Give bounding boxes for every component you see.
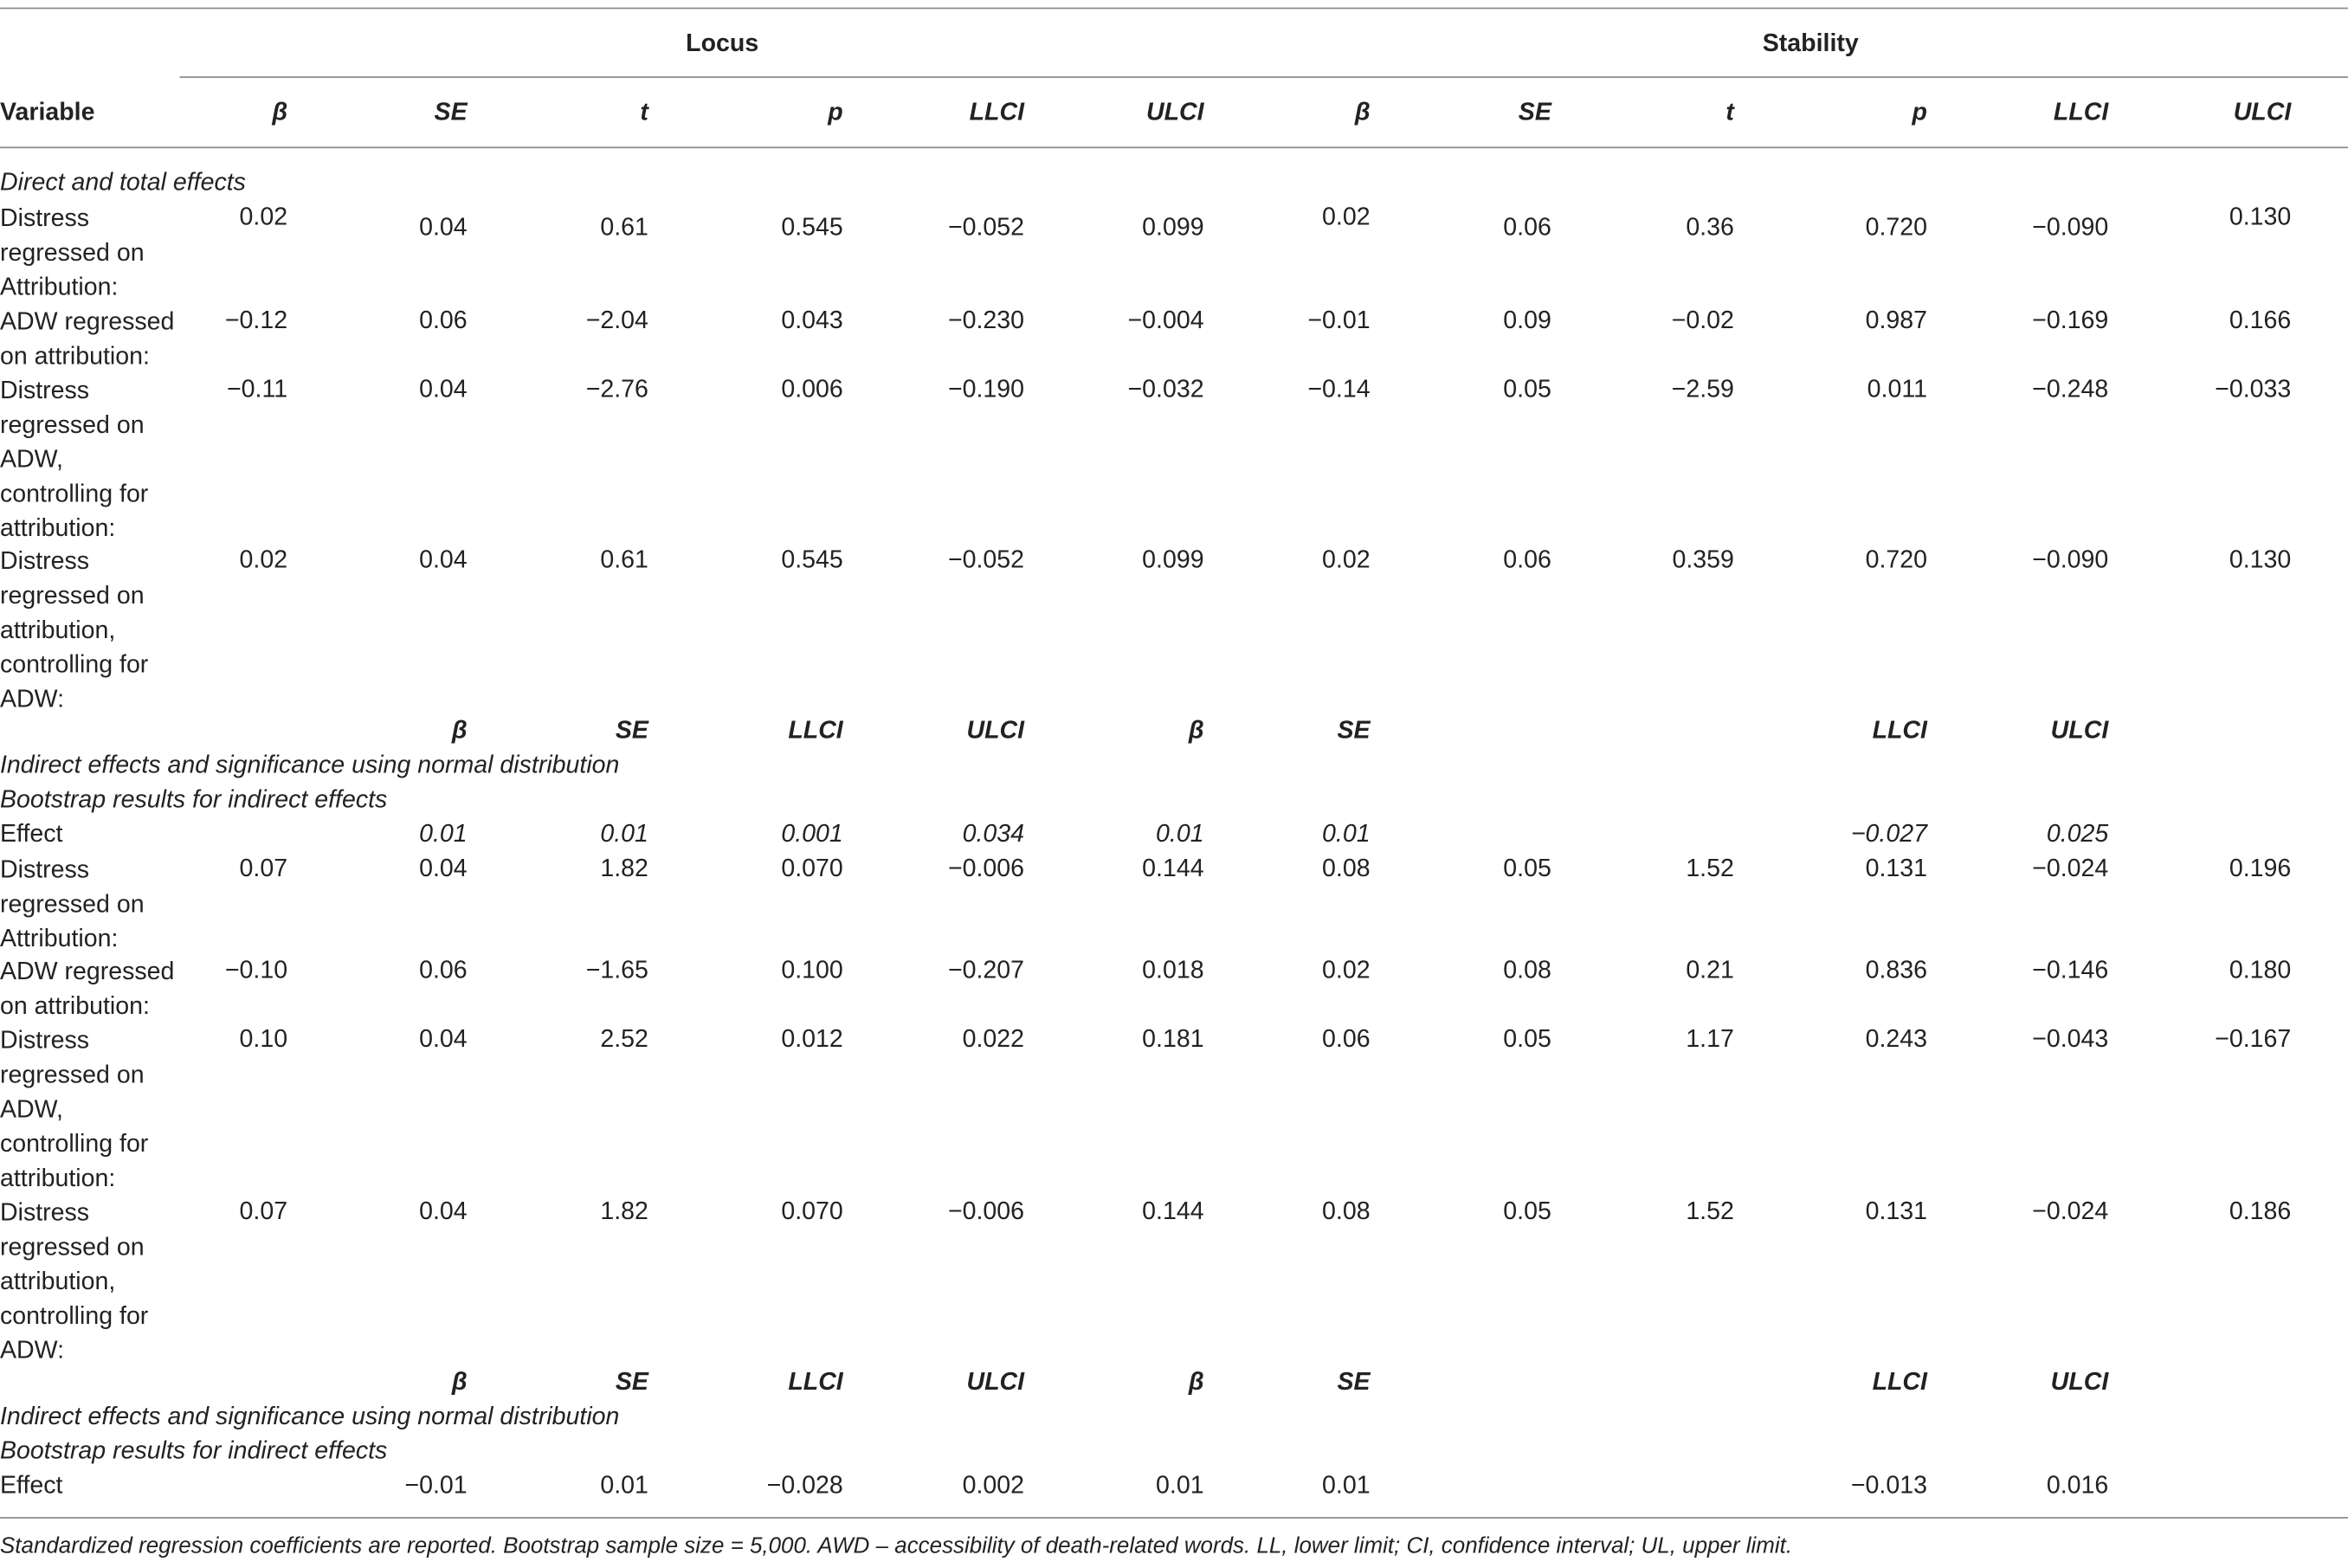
- row-label-line: on attribution:: [0, 343, 150, 371]
- row-label-line: Distress: [0, 1027, 90, 1055]
- cell-value: −0.090: [2032, 214, 2109, 242]
- cell-value: 0.09: [1503, 307, 1551, 334]
- effect-value: −0.028: [766, 1472, 843, 1500]
- cell-value: 0.08: [1322, 1197, 1371, 1225]
- col-header: t: [1726, 99, 1734, 126]
- cell-value: 0.018: [1142, 957, 1204, 984]
- cell-value: 0.043: [781, 307, 843, 334]
- effect-value: 0.001: [781, 820, 843, 848]
- cell-value: −0.12: [224, 307, 288, 334]
- group-header-rule: [180, 76, 2348, 78]
- cell-value: −0.169: [2032, 307, 2109, 334]
- row-label-line: controlling for: [0, 1302, 149, 1330]
- cell-value: 0.04: [419, 376, 468, 403]
- indirect-col-header: SE: [615, 1368, 648, 1396]
- cell-value: −0.024: [2032, 855, 2109, 882]
- cell-value: 0.08: [1503, 957, 1551, 984]
- indirect-col-header: ULCI: [966, 717, 1025, 745]
- col-header: ULCI: [2233, 99, 2292, 126]
- top-rule: [0, 8, 2348, 10]
- row-label-line: Distress: [0, 204, 90, 233]
- section1-indirect-title: Indirect effects and significance using normal distribution: [0, 752, 620, 779]
- cell-value: 0.06: [1503, 546, 1551, 574]
- cell-value: 0.720: [1865, 546, 1927, 574]
- row-label-line: Distress: [0, 856, 90, 884]
- col-header-variable: Variable: [0, 99, 95, 126]
- col-header: β: [272, 99, 288, 126]
- cell-value: −0.146: [2032, 957, 2109, 984]
- cell-value: 0.05: [1503, 1025, 1551, 1053]
- row-label-line: ADW,: [0, 1096, 63, 1124]
- section1-bootstrap-title: Bootstrap results for indirect effects: [0, 786, 388, 814]
- row-label-line: controlling for: [0, 1130, 149, 1158]
- indirect-col-header: β: [1188, 1368, 1204, 1396]
- cell-value: −0.01: [1307, 307, 1371, 334]
- cell-value: 0.130: [2229, 546, 2292, 574]
- effect-value: −0.013: [1850, 1472, 1927, 1500]
- cell-value: −2.04: [585, 307, 648, 334]
- cell-value: 0.006: [781, 376, 843, 403]
- cell-value: 0.130: [2229, 203, 2292, 231]
- cell-value: 0.144: [1142, 855, 1204, 882]
- cell-value: 0.05: [1503, 376, 1551, 403]
- cell-value: 0.07: [239, 1197, 288, 1225]
- cell-value: −0.032: [1127, 376, 1204, 403]
- group-header-stability: Stability: [1762, 29, 1859, 57]
- indirect-col-header: LLCI: [788, 1368, 843, 1396]
- group-header-locus: Locus: [686, 29, 759, 57]
- col-header: ULCI: [1146, 99, 1204, 126]
- row-label-line: regressed on: [0, 582, 145, 610]
- row-label-line: ADW:: [0, 686, 64, 713]
- effect-value: 0.01: [419, 820, 468, 848]
- cell-value: −0.024: [2032, 1197, 2109, 1225]
- cell-value: −0.167: [2215, 1025, 2292, 1053]
- indirect-col-header: β: [1188, 717, 1204, 745]
- cell-value: 0.166: [2229, 307, 2292, 334]
- row-label-line: attribution,: [0, 1268, 116, 1296]
- section-title-direct: Direct and total effects: [0, 169, 246, 197]
- col-header: t: [640, 99, 648, 126]
- cell-value: 0.186: [2229, 1197, 2292, 1225]
- bottom-rule: [0, 1517, 2348, 1519]
- cell-value: −0.006: [947, 1197, 1025, 1225]
- cell-value: −0.052: [947, 214, 1025, 242]
- row-label-line: Distress: [0, 377, 90, 404]
- cell-value: 0.144: [1142, 1197, 1204, 1225]
- row-label-line: ADW regressed: [0, 308, 175, 336]
- indirect-col-header: SE: [615, 717, 648, 745]
- col-header: SE: [434, 99, 468, 126]
- cell-value: 0.02: [239, 546, 288, 574]
- indirect-col-header: ULCI: [966, 1368, 1025, 1396]
- row-label-line: regressed on: [0, 1234, 145, 1261]
- section1-effect-label: Effect: [0, 820, 63, 848]
- section2-bootstrap-title: Bootstrap results for indirect effects: [0, 1437, 388, 1465]
- row-label-line: ADW:: [0, 1337, 64, 1365]
- row-label-line: regressed on: [0, 891, 145, 919]
- cell-value: 1.82: [600, 1197, 648, 1225]
- cell-value: −0.043: [2032, 1025, 2109, 1053]
- row-label-line: regressed on: [0, 239, 145, 267]
- cell-value: 0.545: [781, 214, 843, 242]
- cell-value: −0.033: [2215, 376, 2292, 403]
- cell-value: 1.52: [1686, 855, 1734, 882]
- cell-value: 0.011: [1867, 376, 1927, 403]
- cell-value: 0.100: [781, 957, 843, 984]
- col-header: SE: [1518, 99, 1551, 126]
- row-label-line: attribution,: [0, 616, 116, 644]
- cell-value: 0.06: [419, 957, 468, 984]
- cell-value: −0.02: [1671, 307, 1734, 334]
- cell-value: 0.61: [600, 214, 648, 242]
- cell-value: −2.59: [1671, 376, 1734, 403]
- cell-value: −0.230: [947, 307, 1025, 334]
- cell-value: −0.190: [947, 376, 1025, 403]
- indirect-col-header: β: [451, 1368, 468, 1396]
- cell-value: 0.545: [781, 546, 843, 574]
- cell-value: 0.180: [2229, 957, 2292, 984]
- indirect-col-header: SE: [1337, 1368, 1371, 1396]
- indirect-col-header: ULCI: [2050, 1368, 2109, 1396]
- cell-value: −0.248: [2032, 376, 2109, 403]
- cell-value: 0.02: [239, 203, 288, 231]
- cell-value: −0.006: [947, 855, 1025, 882]
- section2-indirect-title: Indirect effects and significance using normal distribution: [0, 1403, 620, 1430]
- effect-value: 0.01: [1156, 1472, 1204, 1500]
- effect-value: 0.034: [962, 820, 1025, 848]
- indirect-col-header: ULCI: [2050, 717, 2109, 745]
- table-footnote: Standardized regression coefficients are reported. Bootstrap sample size = 5,000. AWD – accessibility of death-related words. LL, lower limit; CI, confidence interval; UL, upper limit.: [0, 1533, 1793, 1559]
- cell-value: −0.14: [1307, 376, 1371, 403]
- cell-value: 0.61: [600, 546, 648, 574]
- cell-value: 0.10: [239, 1025, 288, 1053]
- cell-value: 0.04: [419, 1197, 468, 1225]
- col-header: p: [828, 99, 843, 126]
- indirect-col-header: SE: [1337, 717, 1371, 745]
- row-label-line: attribution:: [0, 1165, 116, 1192]
- effect-value: 0.002: [962, 1472, 1025, 1500]
- cell-value: −0.207: [947, 957, 1025, 984]
- cell-value: 0.099: [1142, 546, 1204, 574]
- row-label-line: regressed on: [0, 1061, 145, 1089]
- indirect-col-header: LLCI: [1872, 1368, 1927, 1396]
- cell-value: 1.52: [1686, 1197, 1734, 1225]
- row-label-line: regressed on: [0, 411, 145, 439]
- header-rule: [0, 147, 2348, 149]
- row-label-line: on attribution:: [0, 992, 150, 1020]
- cell-value: 0.04: [419, 214, 468, 242]
- cell-value: 0.987: [1865, 307, 1927, 334]
- section2-effect-label: Effect: [0, 1472, 63, 1500]
- cell-value: 0.06: [1322, 1025, 1371, 1053]
- cell-value: 0.720: [1865, 214, 1927, 242]
- row-label-line: controlling for: [0, 651, 149, 679]
- cell-value: −0.004: [1127, 307, 1204, 334]
- cell-value: 0.022: [962, 1025, 1025, 1053]
- row-label-line: Distress: [0, 1199, 90, 1227]
- cell-value: 0.21: [1686, 957, 1734, 984]
- cell-value: 0.070: [781, 1197, 843, 1225]
- col-header: p: [1912, 99, 1927, 126]
- indirect-col-header: LLCI: [788, 717, 843, 745]
- indirect-col-header: β: [451, 717, 468, 745]
- col-header: β: [1354, 99, 1371, 126]
- cell-value: 0.08: [1322, 855, 1371, 882]
- cell-value: 0.099: [1142, 214, 1204, 242]
- col-header: LLCI: [969, 99, 1025, 126]
- cell-value: 0.070: [781, 855, 843, 882]
- cell-value: 0.196: [2229, 855, 2292, 882]
- indirect-col-header: LLCI: [1872, 717, 1927, 745]
- effect-value: −0.01: [404, 1472, 468, 1500]
- cell-value: 2.52: [600, 1025, 648, 1053]
- row-label-line: Attribution:: [0, 274, 119, 301]
- effect-value: 0.01: [600, 820, 648, 848]
- cell-value: 1.82: [600, 855, 648, 882]
- cell-value: 0.131: [1865, 855, 1927, 882]
- cell-value: 0.02: [1322, 546, 1371, 574]
- effect-value: −0.027: [1850, 820, 1927, 848]
- row-label-line: Distress: [0, 548, 90, 576]
- effect-value: 0.01: [600, 1472, 648, 1500]
- cell-value: 0.02: [1322, 957, 1371, 984]
- cell-value: −0.052: [947, 546, 1025, 574]
- row-label-line: ADW,: [0, 446, 63, 474]
- row-label-line: Attribution:: [0, 925, 119, 953]
- cell-value: −0.11: [226, 376, 288, 403]
- cell-value: 0.012: [781, 1025, 843, 1053]
- row-label-line: ADW regressed: [0, 958, 175, 986]
- col-header: LLCI: [2053, 99, 2109, 126]
- row-label-line: attribution:: [0, 514, 116, 543]
- cell-value: 0.131: [1865, 1197, 1927, 1225]
- row-label-line: controlling for: [0, 481, 149, 508]
- cell-value: 0.06: [1503, 214, 1551, 242]
- effect-value: 0.016: [2046, 1472, 2109, 1500]
- cell-value: 0.04: [419, 546, 468, 574]
- cell-value: 0.05: [1503, 855, 1551, 882]
- cell-value: 0.243: [1865, 1025, 1927, 1053]
- cell-value: 0.04: [419, 1025, 468, 1053]
- effect-value: 0.01: [1322, 820, 1371, 848]
- cell-value: −2.76: [585, 376, 648, 403]
- cell-value: −0.10: [224, 957, 288, 984]
- effect-value: 0.025: [2046, 820, 2109, 848]
- cell-value: 0.836: [1865, 957, 1927, 984]
- effect-value: 0.01: [1156, 820, 1204, 848]
- cell-value: −0.090: [2032, 546, 2109, 574]
- cell-value: 0.181: [1142, 1025, 1204, 1053]
- cell-value: 0.359: [1672, 546, 1734, 574]
- cell-value: 0.04: [419, 855, 468, 882]
- effect-value: 0.01: [1322, 1472, 1371, 1500]
- cell-value: 0.06: [419, 307, 468, 334]
- cell-value: 1.17: [1686, 1025, 1734, 1053]
- cell-value: 0.07: [239, 855, 288, 882]
- cell-value: −1.65: [585, 957, 648, 984]
- cell-value: 0.05: [1503, 1197, 1551, 1225]
- cell-value: 0.02: [1322, 203, 1371, 231]
- cell-value: 0.36: [1686, 214, 1734, 242]
